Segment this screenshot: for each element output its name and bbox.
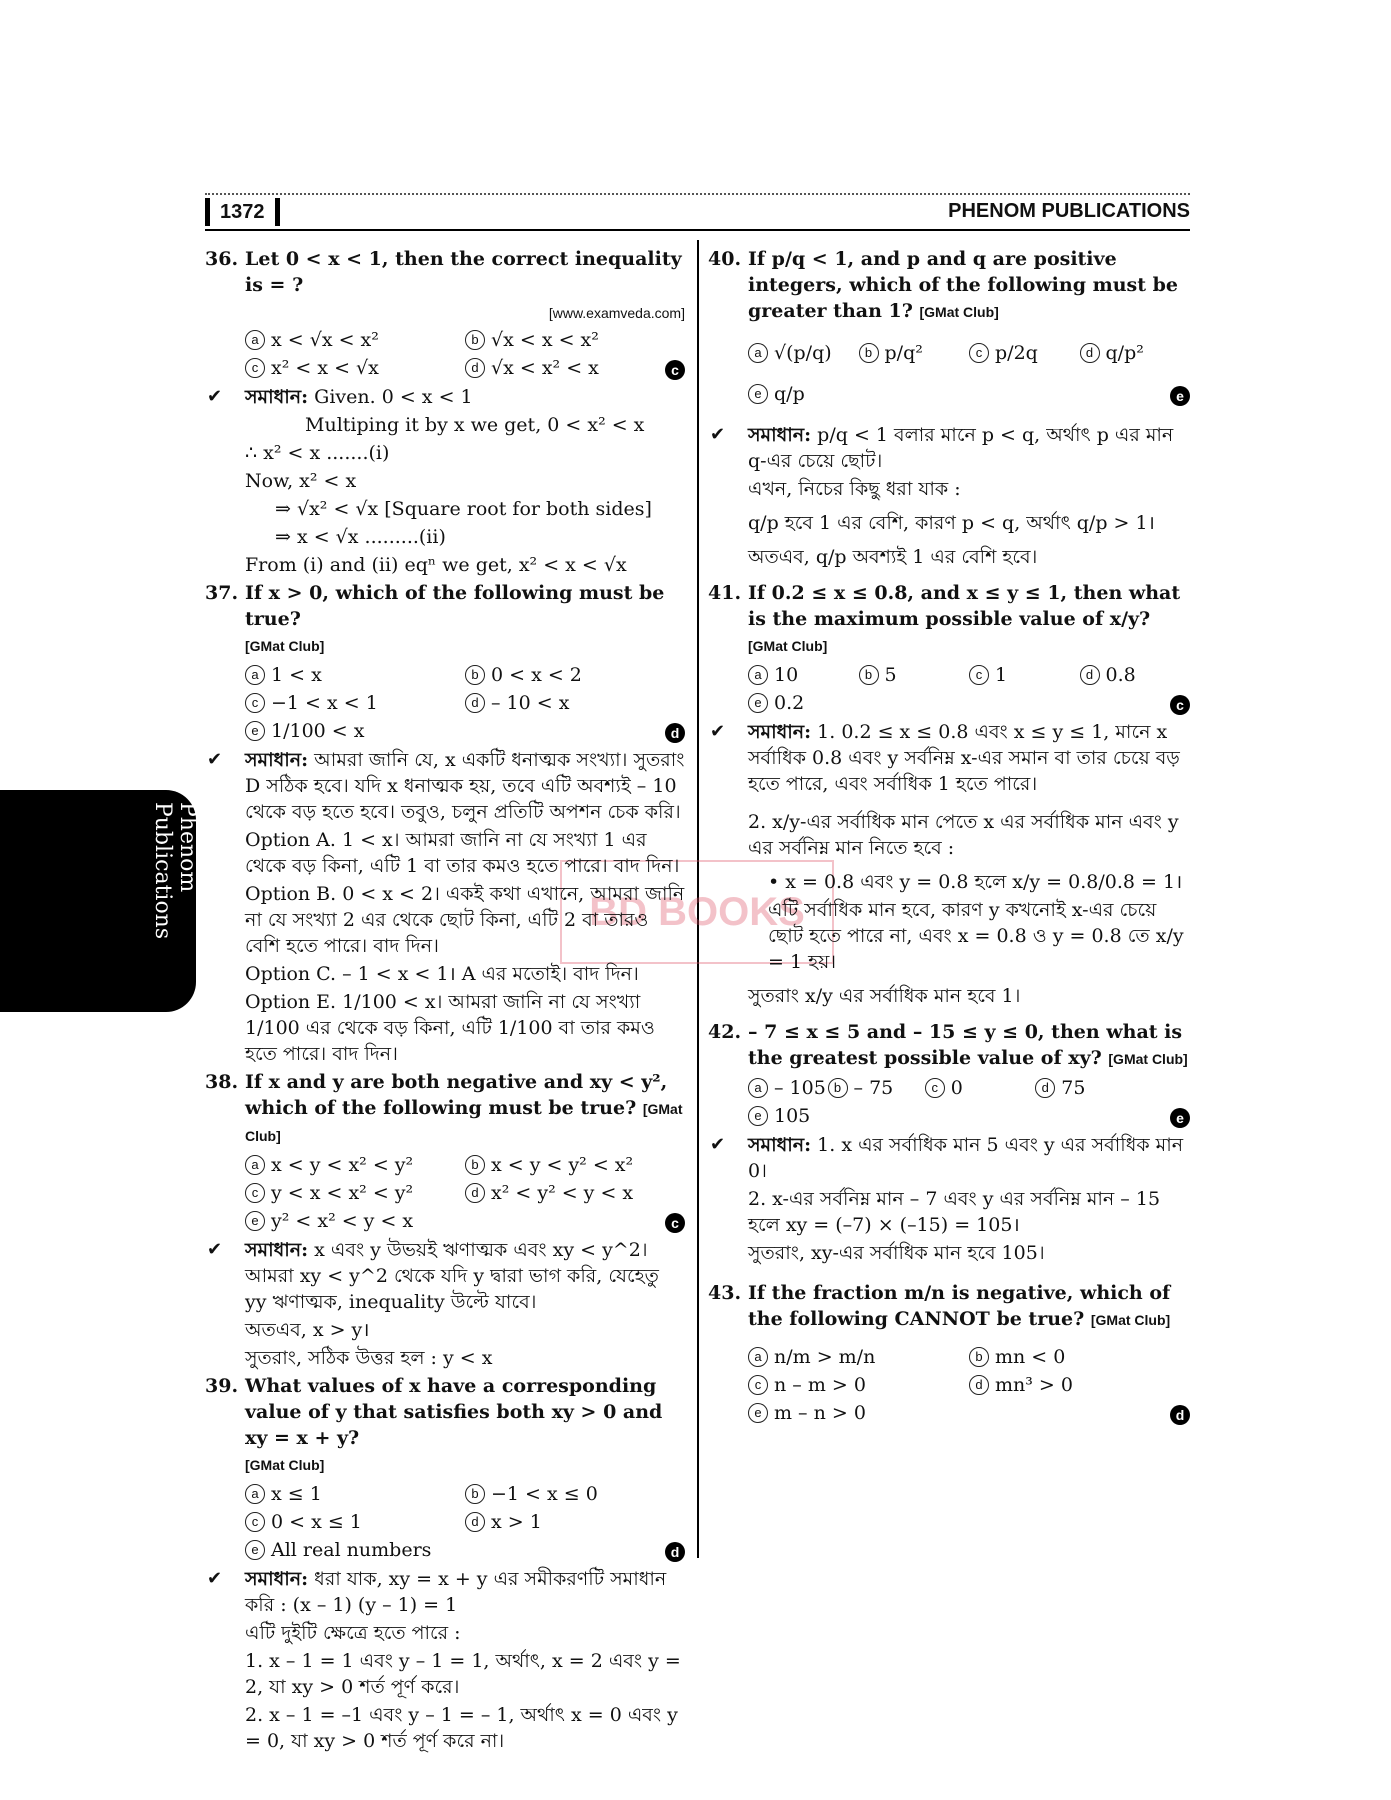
solution-label: সমাধান: — [245, 749, 309, 771]
solution-line: 2. x/y-এর সর্বাধিক মান পেতে x এর সর্বাধিক মান এবং y এর সর্বনিম্ন মান নিতে হবে : — [748, 811, 1179, 859]
question-text: Let 0 < x < 1, then the correct inequality is = ? — [245, 248, 682, 296]
solution-36 — [205, 384, 685, 578]
solution-line: ∴ x² < x .......(i) — [245, 442, 390, 464]
option-c[interactable] — [748, 1372, 969, 1398]
question-text: If x and y are both negative and xy < y², which of the following must be true? — [245, 1071, 668, 1119]
option-a[interactable] — [245, 1152, 465, 1178]
answer-badge: e — [1170, 1108, 1190, 1128]
option-letter: c — [245, 1183, 265, 1203]
side-tab-label: Phenom Publications — [150, 802, 200, 940]
option-e[interactable] — [748, 381, 1190, 407]
option-text: 1/100 < x — [271, 720, 365, 742]
solution-line: p/q < 1 বলার মানে p < q, অর্থাৎ p এর মান q-এর চেয়ে ছোট। — [748, 424, 1174, 472]
option-c[interactable] — [969, 662, 1080, 688]
option-text: x < √x < x² — [271, 329, 379, 351]
option-text: q/p — [774, 383, 805, 405]
option-b[interactable] — [969, 1344, 1190, 1370]
solution-line: Now, x² < x — [245, 470, 357, 492]
header-rule — [205, 229, 1190, 231]
option-text: – 105 — [774, 1077, 826, 1099]
option-c[interactable] — [245, 355, 465, 381]
option-text: 5 — [884, 664, 897, 686]
option-letter: a — [748, 343, 768, 363]
option-letter: d — [465, 358, 485, 378]
option-e[interactable] — [748, 1400, 1190, 1426]
answer-badge: c — [1170, 695, 1190, 715]
answer-badge: d — [1170, 1405, 1190, 1425]
option-letter: d — [465, 1512, 485, 1532]
question-number: 36. — [205, 248, 239, 270]
answer-badge: d — [665, 723, 685, 743]
option-letter: c — [748, 1375, 768, 1395]
option-text: −1 < x ≤ 0 — [491, 1483, 598, 1505]
option-b[interactable] — [828, 1075, 925, 1101]
option-text: x < y < y² < x² — [491, 1154, 634, 1176]
side-tab — [0, 790, 200, 1012]
option-letter: c — [245, 358, 265, 378]
option-a[interactable] — [748, 1344, 969, 1370]
question-source: [GMat Club] — [245, 1101, 683, 1144]
option-b[interactable] — [465, 1481, 685, 1507]
solution-line: এটি দুইটি ক্ষেত্রে হতে পারে : — [245, 1622, 461, 1644]
solution-label: সমাধান: — [245, 1568, 309, 1590]
option-text: mn < 0 — [995, 1346, 1066, 1368]
question-40 — [708, 246, 1190, 325]
question-number: 41. — [708, 582, 742, 604]
option-text: 105 — [774, 1105, 811, 1127]
solution-line: সুতরাং x/y এর সর্বাধিক মান হবে 1। — [748, 985, 1021, 1007]
option-text: All real numbers — [271, 1539, 432, 1561]
option-d[interactable] — [969, 1372, 1190, 1398]
option-text: n – m > 0 — [774, 1374, 866, 1396]
options-39 — [205, 1480, 685, 1564]
option-a[interactable] — [245, 662, 465, 688]
option-letter: b — [969, 1347, 989, 1367]
option-b[interactable] — [465, 662, 685, 688]
solution-line: ধরা যাক, xy = x + y এর সমীকরণটি সমাধান করি : (x – 1) (y – 1) = 1 — [245, 1568, 667, 1616]
option-text: 1 — [995, 664, 1008, 686]
question-38 — [205, 1069, 685, 1149]
options-43 — [708, 1343, 1190, 1427]
solution-label: সমাধান: — [245, 1239, 309, 1261]
option-text: y² < x² < y < x — [271, 1210, 414, 1232]
solution-line: অতএব, q/p অবশ্যই 1 এর বেশি হবে। — [748, 546, 1038, 568]
solution-line: 2. x-এর সর্বনিম্ন মান – 7 এবং y এর সর্বনিম্ন মান – 15 হলে xy = (–7) × (–15) = 105। — [748, 1188, 1161, 1236]
solution-line: Option C. – 1 < x < 1। A এর মতোই। বাদ দিন। — [245, 963, 639, 985]
option-c[interactable] — [925, 1075, 1036, 1101]
option-d[interactable] — [1080, 340, 1191, 366]
option-letter: e — [245, 1211, 265, 1231]
question-number: 40. — [708, 248, 742, 270]
solution-line: 1. x – 1 = 1 এবং y – 1 = 1, অর্থাৎ, x = 2 এবং y = 2, যা xy > 0 শর্ত পূর্ণ করে। — [245, 1650, 681, 1698]
option-text: x < y < x² < y² — [271, 1154, 414, 1176]
publisher-name: PHENOM PUBLICATIONS — [948, 200, 1190, 222]
option-e[interactable] — [748, 1103, 1190, 1129]
option-d[interactable] — [465, 1509, 685, 1535]
question-42 — [708, 1019, 1190, 1072]
options-37 — [205, 661, 685, 745]
check-icon: ✔ — [207, 386, 223, 407]
solution-line: সুতরাং, সঠিক উত্তর হল : y < x — [245, 1347, 493, 1369]
question-text: If p/q < 1, and p and q are positive integers, which of the following must be greater than 1? — [748, 248, 1178, 322]
option-text: 1 < x — [271, 664, 322, 686]
option-e[interactable] — [245, 1208, 685, 1234]
solution-line: ⇒ √x² < √x [Square root for both sides] — [275, 498, 652, 520]
question-source: [GMat Club] — [748, 638, 828, 654]
option-letter: b — [859, 343, 879, 363]
option-a[interactable] — [245, 327, 465, 353]
option-letter: d — [1080, 343, 1100, 363]
option-a[interactable] — [748, 662, 859, 688]
question-number: 38. — [205, 1071, 239, 1093]
option-text: q/p² — [1105, 342, 1144, 364]
option-e[interactable] — [245, 1537, 685, 1563]
option-letter: e — [748, 1403, 768, 1423]
answer-badge: d — [665, 1542, 685, 1562]
option-letter: b — [859, 665, 879, 685]
solution-38 — [205, 1237, 685, 1371]
option-letter: c — [969, 665, 989, 685]
option-letter: c — [925, 1078, 945, 1098]
option-letter: e — [245, 1540, 265, 1560]
option-text: x > 1 — [491, 1511, 542, 1533]
option-c[interactable] — [245, 1509, 465, 1535]
solution-39 — [205, 1566, 685, 1754]
option-text: y < x < x² < y² — [271, 1182, 414, 1204]
question-36 — [205, 246, 685, 298]
page-header — [205, 198, 1190, 230]
option-letter: b — [465, 1155, 485, 1175]
check-icon: ✔ — [207, 749, 223, 770]
option-d[interactable] — [465, 690, 685, 716]
solution-line: 2. x – 1 = –1 এবং y – 1 = – 1, অর্থাৎ x = 0 এবং y = 0, যা xy > 0 শর্ত পূর্ণ করে না। — [245, 1704, 678, 1752]
question-source: [GMat Club] — [1108, 1051, 1188, 1067]
option-text: x ≤ 1 — [271, 1483, 322, 1505]
left-column — [205, 244, 685, 1756]
solution-line: From (i) and (ii) eqⁿ we get, x² < x < √x — [245, 554, 627, 576]
solution-line: আমরা জানি যে, x একটি ধনাত্মক সংখ্যা। সুতরাং D সঠিক হবে। যদি x ধনাত্মক হয়, তবে এটি অবশ্যই – 10 থেকে বড় হতে হবে। তবুও, চলুন প্রতিটি অপশন চেক করি। — [245, 749, 685, 823]
option-letter: b — [828, 1078, 848, 1098]
solution-41 — [708, 719, 1190, 1009]
option-letter: e — [748, 693, 768, 713]
question-37 — [205, 580, 685, 659]
option-letter: a — [245, 665, 265, 685]
question-39 — [205, 1373, 685, 1478]
option-text: 0 < x < 2 — [491, 664, 582, 686]
solution-line: Given. 0 < x < 1 — [314, 386, 473, 408]
options-41 — [708, 661, 1190, 717]
question-source: [GMat Club] — [919, 304, 999, 320]
option-text: 0 < x ≤ 1 — [271, 1511, 362, 1533]
option-text: 10 — [774, 664, 799, 686]
option-letter: a — [245, 1155, 265, 1175]
check-icon: ✔ — [710, 721, 726, 742]
solution-line: সুতরাং, xy-এর সর্বাধিক মান হবে 105। — [748, 1242, 1045, 1264]
option-letter: d — [969, 1375, 989, 1395]
question-text: What values of x have a corresponding value of y that satisfies both xy > 0 and xy = x + y? — [245, 1375, 663, 1449]
solution-line: x এবং y উভয়ই ঋণাত্মক এবং xy < y^2। আমরা xy < y^2 থেকে যদি y দ্বারা ভাগ করি, যেহেতু yy ঋণাত্মক, inequality উল্টে যাবে। — [245, 1239, 659, 1313]
option-text: – 75 — [853, 1077, 894, 1099]
solution-label: সমাধান: — [748, 424, 812, 446]
option-text: 0.8 — [1105, 664, 1136, 686]
option-text: p/q² — [884, 342, 923, 364]
solution-line: Option A. 1 < x। আমরা জানি না যে সংখ্যা 1 এর থেকে বড় কিনা, এটি 1 বা তার কমও হতে পারে। বাদ দিন। — [245, 829, 680, 877]
option-letter: b — [465, 665, 485, 685]
question-text: If x > 0, which of the following must be true? — [245, 582, 665, 630]
option-text: √x < x² < x — [491, 357, 599, 379]
solution-label: সমাধান: — [748, 1134, 812, 1156]
option-text: n/m > m/n — [774, 1346, 876, 1368]
option-text: p/2q — [995, 342, 1038, 364]
option-c[interactable] — [969, 340, 1080, 366]
solution-line: Option B. 0 < x < 2। একই কথা এখানে, আমরা জানি না যে সংখ্যা 2 এর থেকে ছোট কিনা, এটি 2 বা তারও বেশি হতে পারে। বাদ দিন। — [245, 883, 685, 957]
question-number: 43. — [708, 1282, 742, 1304]
option-letter: d — [1035, 1078, 1055, 1098]
option-b[interactable] — [859, 340, 970, 366]
option-d[interactable] — [1035, 1075, 1146, 1101]
option-letter: a — [748, 1347, 768, 1367]
option-c[interactable] — [245, 690, 465, 716]
solution-line: q/p হবে 1 এর বেশি, কারণ p < q, অর্থাৎ q/p > 1। — [748, 512, 1155, 534]
options-42 — [708, 1074, 1190, 1130]
option-text: mn³ > 0 — [995, 1374, 1073, 1396]
option-a[interactable] — [748, 1075, 828, 1101]
option-b[interactable] — [465, 327, 685, 353]
solution-line: এখন, নিচের কিছু ধরা যাক : — [748, 478, 961, 500]
solution-line: Multiping it by x we get, 0 < x² < x — [305, 414, 645, 436]
option-text: 0.2 — [774, 692, 805, 714]
option-text: x² < y² < y < x — [491, 1182, 634, 1204]
option-c[interactable] — [245, 1180, 465, 1206]
option-letter: d — [465, 1183, 485, 1203]
question-number: 42. — [708, 1021, 742, 1043]
option-d[interactable] — [1080, 662, 1191, 688]
solution-42 — [708, 1132, 1190, 1266]
options-38 — [205, 1151, 685, 1235]
option-letter: b — [465, 330, 485, 350]
question-43 — [708, 1280, 1190, 1333]
watermark: BD BOOKS — [560, 860, 834, 964]
option-a[interactable] — [245, 1481, 465, 1507]
solution-line: 1. x এর সর্বাধিক মান 5 এবং y এর সর্বাধিক মান 0। — [748, 1134, 1184, 1182]
answer-badge: c — [665, 1213, 685, 1233]
question-source: [GMat Club] — [245, 638, 325, 654]
check-icon: ✔ — [207, 1568, 223, 1589]
option-text: √(p/q) — [774, 342, 832, 364]
solution-line: 1. 0.2 ≤ x ≤ 0.8 এবং x ≤ y ≤ 1, মানে x সর্বাধিক 0.8 এবং y সর্বনিম্ন x-এর সমান বা তার চেয়ে বড় হতে পারে, এবং সর্বাধিক 1 হতে পারে। — [748, 721, 1180, 795]
option-a[interactable] — [748, 340, 859, 366]
answer-badge: e — [1170, 386, 1190, 406]
check-icon: ✔ — [207, 1239, 223, 1260]
options-40 — [708, 339, 1190, 408]
option-b[interactable] — [465, 1152, 685, 1178]
option-d[interactable] — [465, 355, 685, 381]
check-icon: ✔ — [710, 424, 726, 445]
option-letter: e — [245, 721, 265, 741]
question-41 — [708, 580, 1190, 659]
option-e[interactable] — [245, 718, 685, 744]
question-source: [www.examveda.com] — [548, 305, 685, 321]
solution-line: ⇒ x < √x .........(ii) — [275, 526, 446, 548]
solution-line: এটি সর্বাধিক মান হবে, কারণ y কখনোই x-এর চেয়ে ছোট হতে পারে না, এবং x = 0.8 ও y = 0.8 তে x/y = 1 হয়। — [768, 899, 1184, 973]
question-number: 37. — [205, 582, 239, 604]
solution-40 — [708, 422, 1190, 570]
solution-line: অতএব, x > y। — [245, 1319, 370, 1341]
option-letter: d — [1080, 665, 1100, 685]
option-letter: e — [748, 1106, 768, 1126]
option-letter: b — [465, 1484, 485, 1504]
question-number: 39. — [205, 1375, 239, 1397]
option-text: – 10 < x — [491, 692, 570, 714]
option-text: √x < x < x² — [491, 329, 599, 351]
solution-label: সমাধান: — [748, 721, 812, 743]
right-column — [708, 244, 1190, 1427]
option-text: x² < x < √x — [271, 357, 379, 379]
check-icon: ✔ — [710, 1134, 726, 1155]
option-b[interactable] — [859, 662, 970, 688]
option-text: 0 — [950, 1077, 963, 1099]
solution-line: • x = 0.8 এবং y = 0.8 হলে x/y = 0.8/0.8 = 1। — [768, 871, 1183, 893]
option-letter: a — [245, 330, 265, 350]
solution-37 — [205, 747, 685, 1067]
top-dotted-rule — [205, 193, 1190, 195]
options-36 — [205, 326, 685, 382]
option-letter: a — [748, 1078, 768, 1098]
question-text: – 7 ≤ x ≤ 5 and – 15 ≤ y ≤ 0, then what is the greatest possible value of xy? — [748, 1021, 1183, 1069]
option-letter: c — [245, 693, 265, 713]
option-letter: c — [969, 343, 989, 363]
option-letter: c — [245, 1512, 265, 1532]
question-text: If the fraction m/n is negative, which of the following CANNOT be true? — [748, 1282, 1171, 1330]
page-number: 1372 — [205, 198, 280, 226]
answer-badge: c — [665, 360, 685, 380]
option-text: −1 < x < 1 — [271, 692, 378, 714]
option-e[interactable] — [748, 690, 1190, 716]
solution-label: সমাধান: — [245, 386, 309, 408]
option-text: 75 — [1061, 1077, 1086, 1099]
question-text: If 0.2 ≤ x ≤ 0.8, and x ≤ y ≤ 1, then what is the maximum possible value of x/y? — [748, 582, 1181, 630]
solution-line: Option E. 1/100 < x। আমরা জানি না যে সংখ্যা 1/100 এর থেকে বড় কিনা, এটি 1/100 বা তার কমও হতে পারে। বাদ দিন। — [245, 991, 655, 1065]
question-source: [GMat Club] — [245, 1457, 325, 1473]
question-source: [GMat Club] — [1090, 1312, 1171, 1328]
option-letter: e — [748, 384, 768, 404]
option-letter: a — [245, 1484, 265, 1504]
option-text: m – n > 0 — [774, 1402, 866, 1424]
option-d[interactable] — [465, 1180, 685, 1206]
option-letter: d — [465, 693, 485, 713]
option-letter: a — [748, 665, 768, 685]
